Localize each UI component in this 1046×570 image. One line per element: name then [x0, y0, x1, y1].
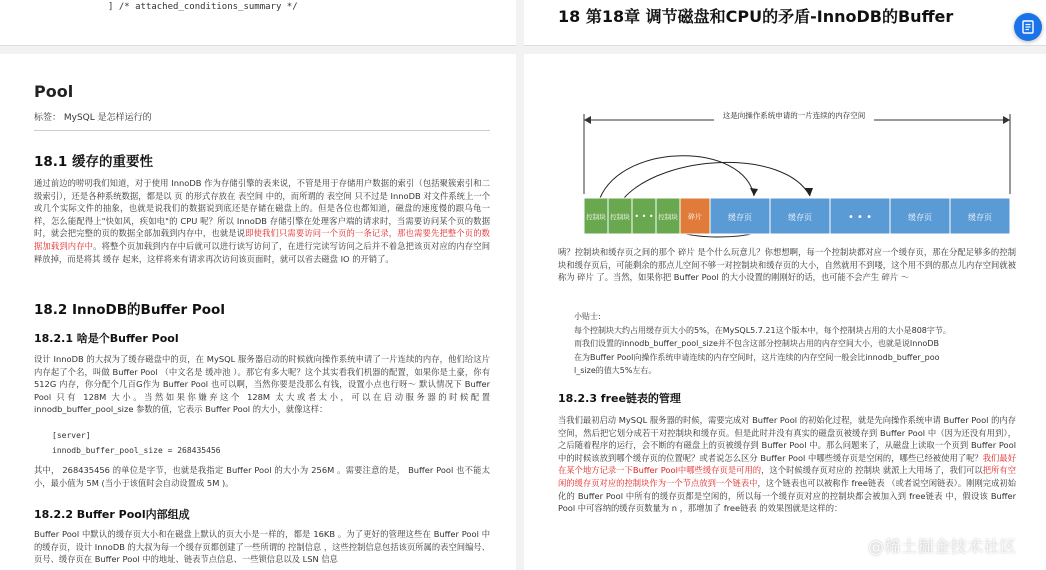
document-page-left — [0, 54, 516, 570]
section-heading-18-1: 18.1 缓存的重要性 — [34, 154, 154, 170]
divider — [34, 130, 490, 131]
cache-page-label: 缓存页 — [788, 213, 812, 222]
section-heading-18-2: 18.2 InnoDB的Buffer Pool — [34, 302, 225, 318]
span-label: 这是向操作系统申请的一片连续的内存空间 — [722, 111, 866, 120]
tags-line: 标签： MySQL 是怎样运行的 — [34, 113, 152, 123]
paragraph-fragment: 咦？控制块和缓存页之间的那个 碎片 是个什么玩意儿？你想想啊，每一个控制块都对应一个缓存页，那在分配足够多的控制块和缓存页后，可能剩余的那点儿空间不够一对控制块和缓存页的大小，自然就用不到喽，这个用不到的那点儿内存空间就被称为 碎片 了。当然，如果你把 Buffer Pool 的大小设置的刚刚好的话，也可能不会产生 碎片 ～ — [558, 247, 1016, 283]
paragraph-free-list: 当我们最初启动 MySQL 服务器的时候，需要完成对 Buffer Pool 的初始化过程，就是先向操作系统申请 Buffer Pool 的内存空间，然后把它划分成若干对控制块和缓存页。但是此时并没有真实的磁盘页被缓存到 Buffer Pool 中（因为还没有用到），之后随着程序的运行，会不断的有磁盘上的页被缓存到 Buffer Pool 中。那么问题来了，从磁盘上读取一个页到 Buffer Pool 中的时候该放到哪个缓存页的位置呢？或者说怎么区分 Buffer Pool 中哪些缓存页是空闲的，哪些已经被使用了呢？我们最好在某个地方记录一下Buffer Pool中哪些缓存页是可用的，这个时候缓存页对应的 控制块 就派上大用场了，我们可以把所有空闲的缓存页对应的控制块作为一个节点放到一个链表中，这个链表也可以被称作 free链表 （或者说空闲链表）。刚刚完成初始化的 Buffer Pool 中所有的缓存页都是空闲的，所以每一个缓存页对应的控制块都会被加入到 free链表 中，假设该 Buffer Pool 中可容纳的缓存页数量为 n ，那增加了 free链表 的效果图就是这样的： — [558, 415, 1016, 514]
ellipsis-label: • • • — [847, 212, 873, 223]
paragraph-cache-importance: 通过前边的唠叨我们知道，对于使用 InnoDB 作为存储引擎的表来说，不管是用于存储用户数据的索引（包括聚簇索引和二级索引），还是各种系统数据，都是以 页 的形式存放在 表空间 中的，而所谓的 表空间 只不过是 InnoDB 对文件系统上一个或几个实际文件的抽象，也就是说我们的数据说到底还是存储在磁盘上的。但是各位也都知道，磁盘的速度慢的跟乌龟一样，怎么能配得上"快如风，疾如电"的 CPU 呢？所以 InnoDB 存储引擎在处理客户端的请求时，当需要访问某个页的数据时，就会把完整的页的数据全部加载到内存中，也就是说即使我们只需要访问一个页的一条记录，那也需要先把整个页的数据加载到内存中。将整个页加载到内存中后就可以进行读写访问了，在进行完读写访问之后并不着急把该页对应的内存空间释放掉，而是将其 缓存 起来，这样将来有请求再次访问该页面时，就可以省去磁盘 IO 的开销了。 — [34, 178, 490, 264]
cache-page-label: 缓存页 — [968, 213, 992, 222]
page-fragment-top-right — [524, 0, 1046, 46]
cache-page-label: 缓存页 — [728, 213, 752, 222]
tip-line: 而我们设置的innodb_buffer_pool_size并不包含这部分控制块占用的内存空间大小，也就是说InnoDB — [574, 339, 939, 348]
tip-line: 在为Buffer Pool向操作系统申请连续的内存空间时，这片连续的内存空间一般会比innodb_buffer_poo — [574, 352, 940, 362]
tip-line: l_size的值大5%左右。 — [574, 366, 657, 375]
chapter-title: 18 第18章 调节磁盘和CPU的矛盾-InnoDB的Buffer — [558, 7, 954, 26]
section-heading-18-2-1: 18.2.1 啥是个Buffer Pool — [34, 332, 179, 345]
floating-action-button[interactable] — [1014, 13, 1042, 41]
code-line: ] /* attached_conditions_summary */ — [108, 2, 298, 12]
cache-page-label: 缓存页 — [908, 213, 932, 222]
page-fragment-top-left — [0, 0, 516, 46]
tip-title: 小贴士: — [574, 312, 601, 321]
ellipsis-label: • • • — [634, 212, 654, 221]
code-line: [server] — [52, 431, 91, 440]
code-block — [52, 428, 221, 458]
tip-box — [574, 310, 1006, 378]
section-heading-18-2-2: 18.2.2 Buffer Pool内部组成 — [34, 508, 190, 521]
control-block-label: 控制块 — [658, 213, 678, 221]
document-icon — [1021, 20, 1035, 34]
highlight-text: 即使我们只需要访问一个页的一条记录，那也需要先把整个页的数据加载到内存中 — [34, 228, 490, 251]
watermark: @稀土掘金技术社区 — [868, 537, 1017, 556]
paragraph-buffer-pool-intro: 设计 InnoDB 的大叔为了缓存磁盘中的页，在 MySQL 服务器启动的时候就向操作系统申请了一片连续的内存，他们给这片内存起了个名，叫做 Buffer Pool （中文名是 缓冲池 ）。那它有多大呢？这个其实看我们机器的配置，如果你是土豪，你有 512G 内存，你分配个几百G作为 Buffer Pool 也可以啊，当然你要是没那么有钱，设置小点也行呀～ 默认情况下 Buffer Pool 只有 128M 大小。当然如果你嫌弃这个 128M 太大或者太小，可以在启动服务器的时候配置 innodb_buffer_pool_size 参数的值，它表示 Buffer Pool 的大小，就像这样： — [34, 354, 490, 415]
document-page-right — [524, 54, 1046, 570]
paragraph-buffer-pool-size: 其中， 268435456 的单位是字节，也就是我指定 Buffer Pool 的大小为 256M 。需要注意的是， Buffer Pool 也不能太小，最小值为 5M (当小于该值时会自动设置成 5M )。 — [34, 465, 490, 488]
section-heading-18-2-3: 18.2.3 free链表的管理 — [558, 392, 681, 405]
highlight-text: 我们最好在某个地方记录一下Buffer Pool中哪些缓存页是可用的 — [558, 452, 1016, 476]
tip-line: 每个控制块大约占用缓存页大小的5%，在MySQL5.7.21这个版本中，每个控制块占用的大小是808字节。 — [574, 325, 951, 335]
control-block-label: 控制块 — [586, 213, 606, 221]
code-line: innodb_buffer_pool_size = 268435456 — [52, 446, 221, 455]
control-block-label: 控制块 — [610, 213, 630, 221]
page-title: Pool — [34, 82, 74, 101]
paragraph-buffer-pool-composition: Buffer Pool 中默认的缓存页大小和在磁盘上默认的页大小是一样的，都是 16KB 。为了更好的管理这些在 Buffer Pool 中的缓存页，设计 InnoDB 的大叔为每一个缓存页都创建了一些所谓的 控制信息 ，这些控制信息包括该页所属的表空间编号、页号、缓存页在 Buffer Pool 中的地址、链表节点信息、一些锁信息以及 LSN 信息 — [34, 529, 490, 565]
buffer-pool-memory-diagram — [564, 84, 1024, 264]
highlight-text: 把所有空闲的缓存页对应的控制块作为一个节点放到一个链表中 — [558, 465, 1016, 488]
fragment-label: 碎片 — [688, 213, 702, 221]
